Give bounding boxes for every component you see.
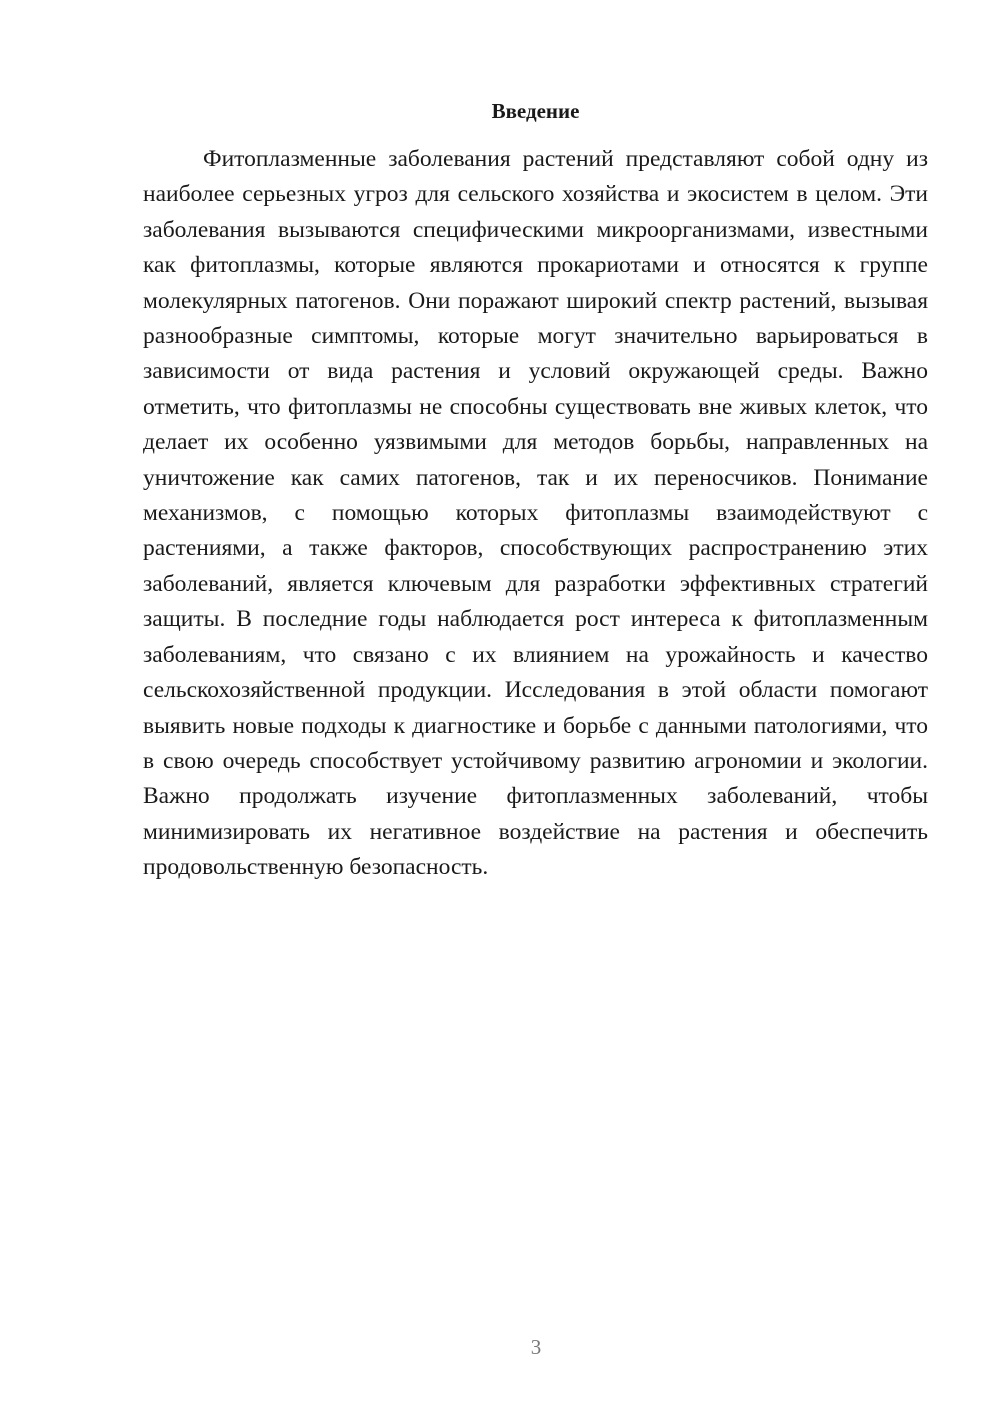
page-number: 3 [530, 1335, 542, 1359]
body-paragraph: Фитоплазменные заболевания растений представляют собой одну из наиболее серьезных угроз для сельского хозяйства и экосистем в целом. Эти заболевания вызываются специфическими микроорганизмами, известными как фитоплазмы, которые являются прокариотами и относятся к группе молекулярных патогенов. Они поражают широкий спектр растений, вызывая разнообразные симптомы, которые могут значительно варьироваться в зависимости от вида растения и условий окружающей среды. Важно отметить, что фитоплазмы не способны существовать вне живых клеток, что делает их особенно уязвимыми для методов борьбы, направленных на уничтожение как самих патогенов, так и их переносчиков. Понимание механизмов, с помощью которых фитоплазмы взаимодействуют с растениями, а также факторов, способствующих распространению этих заболеваний, является ключевым для разработки эффективных стратегий защиты. В последние годы наблюдается рост интереса к фитоплазменным заболеваниям, что связано с их влиянием на урожайность и качество сельскохозяйственной продукции. Исследования в этой области помогают выявить новые подходы к диагностике и борьбе с данными патологиями, что в свою очередь способствует устойчивому развитию агрономии и экологии. Важно продолжать изучение фитоплазменных заболеваний, чтобы минимизировать их негативное воздействие на растения и обеспечить продовольственную безопасность. [143, 146, 928, 881]
page-title: Введение [491, 99, 580, 123]
